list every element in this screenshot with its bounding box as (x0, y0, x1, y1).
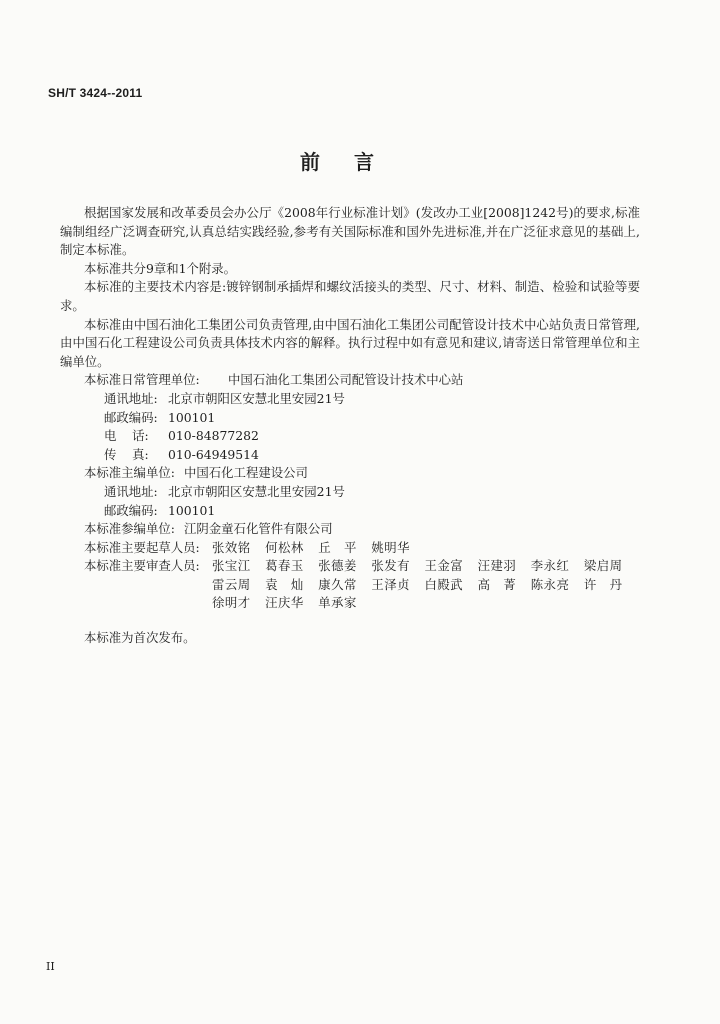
reviewers-row-3 (60, 594, 640, 613)
participating-unit-row (60, 520, 640, 539)
paragraph-management: 本标准由中国石油化工集团公司负责管理,由中国石油化工集团公司配管设计技术中心站负责日常管理,由中国石化工程建设公司负责具体技术内容的解释。执行过程中如有意见和建议,请寄送日常管理单位和主编单位。 (60, 316, 640, 369)
daily-unit-label: 本标准日常管理单位: (84, 372, 200, 388)
person-name: 高 菁 (477, 576, 517, 592)
daily-postcode: 100101 (168, 409, 216, 425)
daily-phone: 010-84877282 (168, 428, 259, 444)
person-name: 梁启周 (583, 558, 623, 574)
daily-postcode-row (60, 409, 640, 428)
person-name: 白殿武 (424, 576, 464, 592)
daily-unit-name: 中国石油化工集团公司配管设计技术中心站 (228, 372, 464, 388)
person-name: 张德姜 (318, 558, 357, 574)
person-name: 徐明才 (212, 595, 251, 611)
person-name: 雷云周 (212, 576, 251, 592)
person-name: 葛春玉 (265, 558, 304, 574)
participating-unit-name: 江阴金童石化管件有限公司 (184, 521, 333, 537)
standard-code: SH/T 3424--2011 (48, 86, 143, 100)
daily-address-label: 通讯地址: (104, 390, 158, 406)
chief-unit-name: 中国石化工程建设公司 (184, 465, 308, 481)
paragraph-basis: 根据国家发展和改革委员会办公厅《2008年行业标准计划》(发改办工业[2008]1242号)的要求,标准编制组经广泛调查研究,认真总结实践经验,参考有关国际标准和国外先进标准,并在广泛征求意见的基础上,制定本标准。 (60, 205, 640, 258)
person-name: 丘 平 (318, 539, 357, 555)
person-name: 李永红 (530, 558, 570, 574)
person-name: 单承家 (318, 595, 357, 611)
daily-postcode-label: 邮政编码: (104, 409, 158, 425)
daily-address: 北京市朝阳区安慧北里安园21号 (168, 390, 345, 406)
person-name: 王泽贞 (371, 576, 411, 592)
chief-postcode-label: 邮政编码: (104, 502, 158, 518)
reviewers-row-1 (60, 557, 640, 576)
chief-unit-label: 本标准主编单位: (84, 465, 175, 481)
daily-phone-row (60, 427, 640, 446)
daily-fax-row (60, 446, 640, 465)
daily-fax-label: 传 真: (104, 446, 149, 462)
reviewers-names-3 (212, 594, 367, 613)
daily-unit-row (60, 371, 640, 390)
page-title: 前言 (300, 150, 408, 174)
paragraph-content: 本标准的主要技术内容是:镀锌钢制承插焊和螺纹活接头的类型、尺寸、材料、制造、检验和试验等要求。 (60, 279, 640, 313)
chief-postcode-row (60, 502, 640, 521)
reviewers-names-2 (212, 576, 633, 595)
chief-address-row (60, 483, 640, 502)
daily-fax: 010-64949514 (168, 446, 259, 462)
drafters-label: 本标准主要起草人员: (84, 539, 200, 555)
person-name: 张效铭 (212, 539, 251, 555)
daily-phone-label: 电 话: (104, 428, 149, 444)
person-name: 康久常 (318, 576, 357, 592)
chief-address-label: 通讯地址: (104, 483, 158, 499)
person-name: 张宝江 (212, 558, 251, 574)
daily-address-row (60, 390, 640, 409)
reviewers-names-1 (212, 557, 633, 576)
person-name: 何松林 (265, 539, 304, 555)
page-number: II (46, 960, 55, 973)
person-name: 张发有 (371, 558, 411, 574)
drafters-row (60, 539, 640, 558)
chief-address: 北京市朝阳区安慧北里安园21号 (168, 483, 345, 499)
chief-unit-row (60, 464, 640, 483)
chief-postcode: 100101 (168, 502, 216, 518)
person-name: 许 丹 (583, 576, 623, 592)
participating-unit-label: 本标准参编单位: (84, 521, 175, 537)
person-name: 汪庆华 (265, 595, 304, 611)
person-name: 汪建羽 (477, 558, 517, 574)
person-name: 王金富 (424, 558, 464, 574)
person-name: 陈永亮 (530, 576, 570, 592)
foreword-body (60, 204, 640, 648)
drafters-names (212, 539, 420, 558)
paragraph-chapters: 本标准共分9章和1个附录。 (84, 260, 237, 276)
first-release-row (60, 629, 640, 648)
person-name: 袁 灿 (265, 576, 304, 592)
first-release-note: 本标准为首次发布。 (84, 630, 196, 646)
reviewers-row-2 (60, 576, 640, 595)
reviewers-label: 本标准主要审查人员: (84, 558, 200, 574)
person-name: 姚明华 (371, 539, 411, 555)
